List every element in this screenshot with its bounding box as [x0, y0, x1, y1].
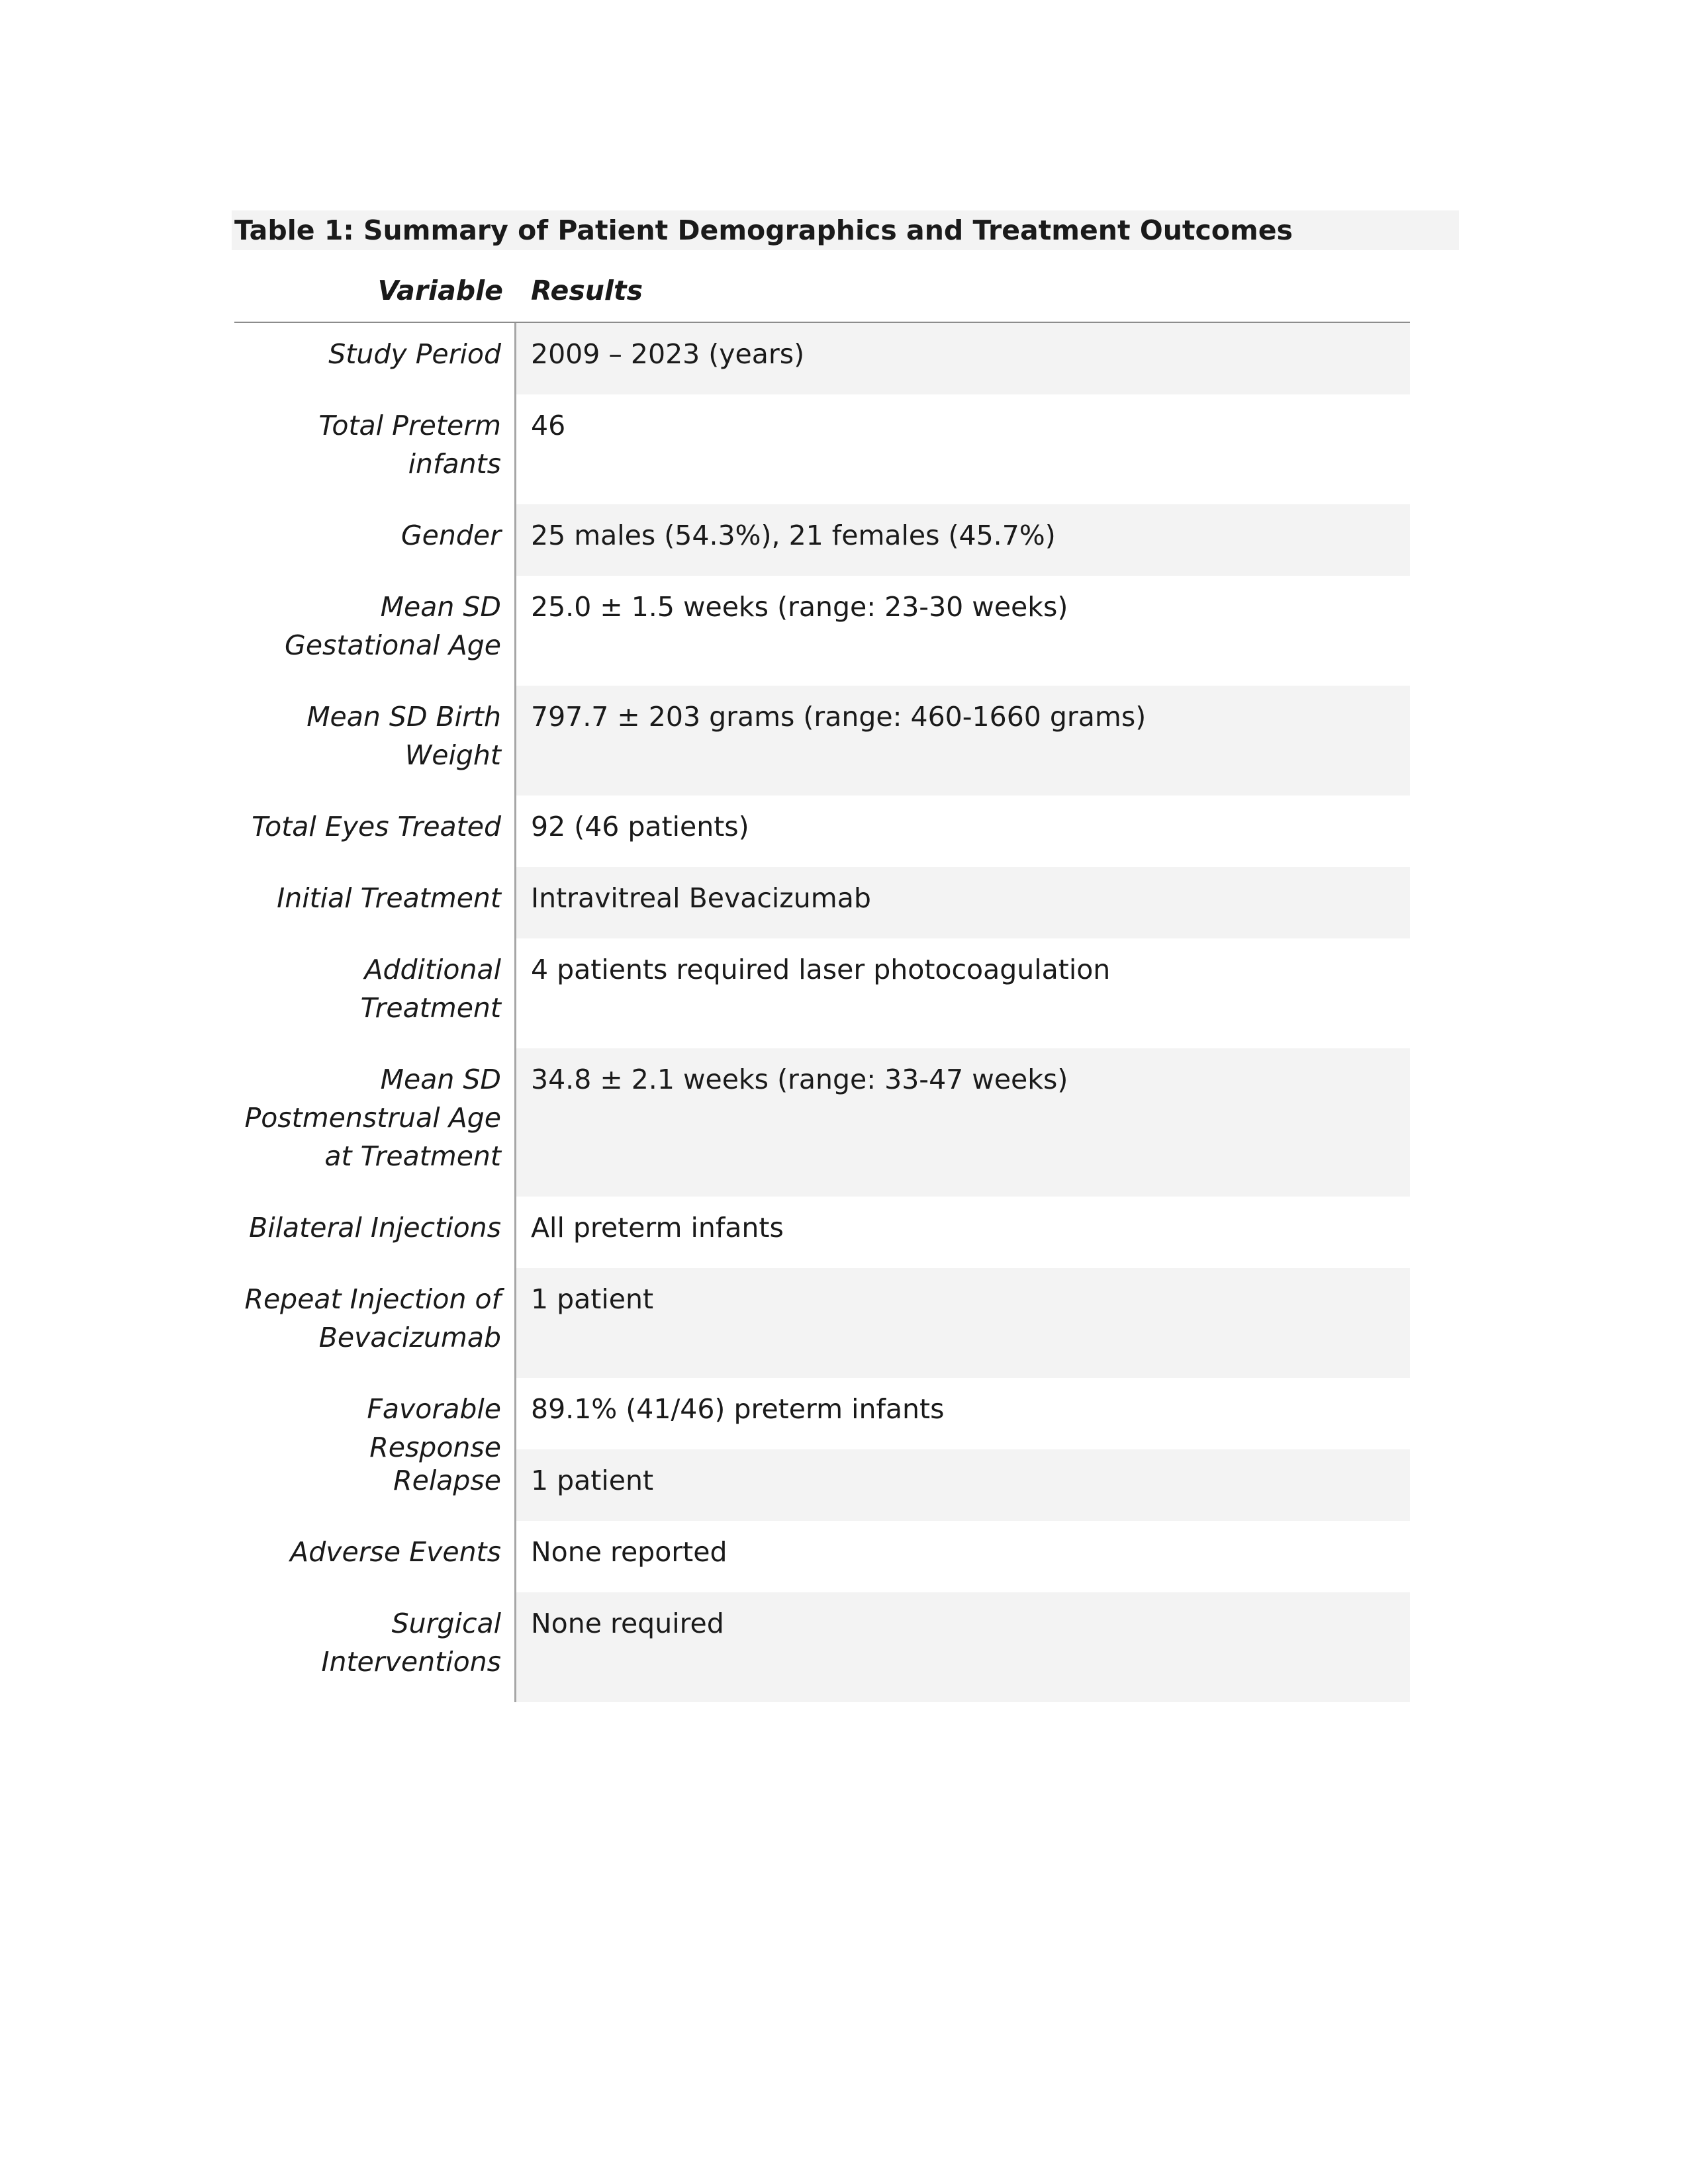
variable-cell: Adverse Events [234, 1521, 516, 1592]
result-cell: 46 [531, 410, 566, 441]
variable-cell: Initial Treatment [234, 867, 516, 938]
table-row [234, 1592, 1410, 1702]
result-cell: None required [516, 1592, 1410, 1702]
table-row [234, 1268, 1410, 1378]
table-row [234, 1378, 1410, 1463]
header-variable: Variable [377, 275, 503, 306]
table-row [234, 796, 1410, 867]
table-caption: Table 1: Summary of Patient Demographics and Treatment Outcomes [232, 210, 1459, 250]
variable-cell: Additional Treatment [234, 938, 516, 1048]
variable-cell: Repeat Injection of Bevacizumab [234, 1268, 516, 1378]
table-row [234, 1521, 1410, 1592]
variable-cell: Study Period [234, 323, 516, 394]
table-row [234, 394, 1410, 504]
result-cell: 4 patients required laser photocoagulation [531, 954, 1111, 985]
variable-cell: Mean SD Gestational Age [234, 576, 516, 686]
result-cell: 25 males (54.3%), 21 females (45.7%) [516, 504, 1410, 576]
result-cell: 34.8 ± 2.1 weeks (range: 33-47 weeks) [516, 1048, 1410, 1197]
table-row [234, 323, 1410, 394]
result-cell: 1 patient [516, 1268, 1410, 1378]
table-row [234, 576, 1410, 686]
table-row [234, 867, 1410, 938]
result-cell: 1 patient [516, 1449, 1410, 1521]
table-row [234, 504, 1410, 576]
result-cell: 797.7 ± 203 grams (range: 460-1660 grams) [516, 686, 1410, 796]
variable-cell: Gender [234, 504, 516, 576]
result-cell: 92 (46 patients) [531, 811, 749, 842]
table-row [234, 1449, 1410, 1521]
table-row [234, 1197, 1410, 1268]
result-cell: All preterm infants [531, 1212, 784, 1244]
result-cell: Intravitreal Bevacizumab [516, 867, 1410, 938]
result-cell: None reported [531, 1536, 727, 1568]
variable-cell: Mean SD Birth Weight [234, 686, 516, 796]
table-row [234, 1048, 1410, 1197]
variable-cell: Total Eyes Treated [234, 796, 516, 867]
variable-cell: Total Preterm infants [234, 394, 516, 504]
summary-table [234, 265, 1410, 1702]
variable-cell: Mean SD Postmenstrual Age at Treatment [234, 1048, 516, 1197]
variable-cell: Surgical Interventions [234, 1592, 516, 1702]
result-cell: 2009 – 2023 (years) [516, 323, 1410, 394]
variable-cell: Relapse [234, 1449, 516, 1521]
table-header-row [234, 265, 1410, 323]
result-cell: 25.0 ± 1.5 weeks (range: 23-30 weeks) [531, 591, 1068, 623]
result-cell: 89.1% (41/46) preterm infants [531, 1393, 945, 1425]
table-row [234, 686, 1410, 796]
variable-cell: Favorable Response [234, 1378, 516, 1449]
table-row [234, 938, 1410, 1048]
header-results: Results [531, 275, 643, 306]
variable-cell: Bilateral Injections [234, 1197, 516, 1268]
